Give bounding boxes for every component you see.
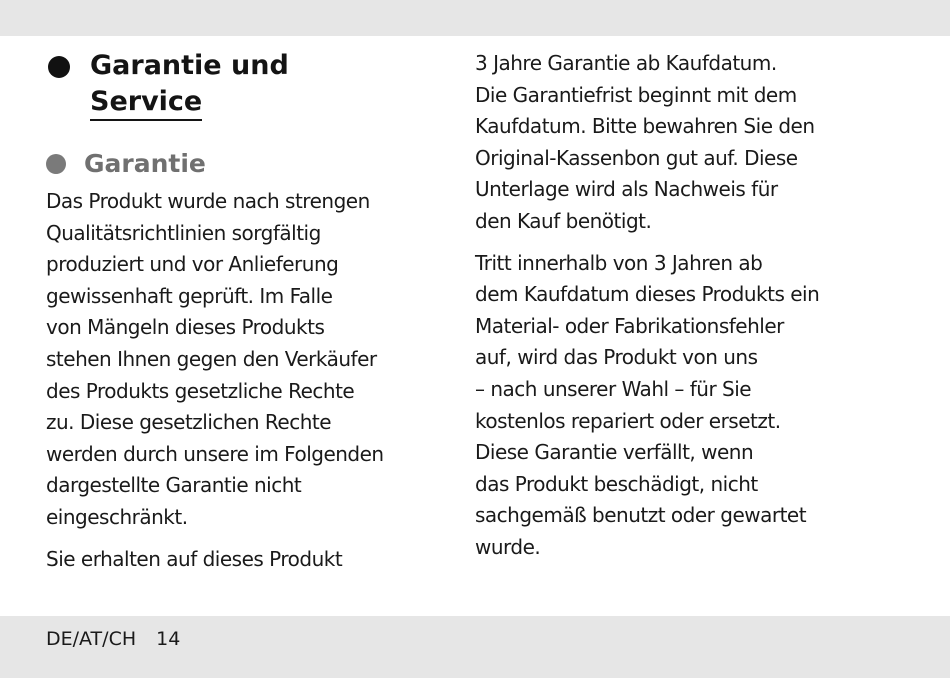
text-line: sachgemäß benutzt oder gewartet — [475, 503, 807, 528]
text-line: – nach unserer Wahl – für Sie — [475, 376, 752, 401]
text-line: dem Kaufdatum dieses Produkts ein — [475, 282, 820, 307]
heading-bullet-icon — [48, 56, 70, 78]
section-heading — [46, 48, 446, 120]
right-column — [475, 48, 895, 574]
page-title-line1: Garantie und — [90, 50, 289, 81]
text-line: Die Garantiefrist beginnt mit dem — [475, 82, 797, 107]
text-line: zu. Diese gesetzlichen Rechte — [46, 410, 332, 435]
text-line: Unterlage wird als Nachweis für — [475, 177, 778, 202]
text-line: gewissenhaft geprüft. Im Falle — [46, 283, 333, 308]
text-line: Kaufdatum. Bitte bewahren Sie den — [475, 114, 815, 139]
text-line: eingeschränkt. — [46, 504, 188, 529]
subsection-title: Garantie — [84, 149, 206, 178]
text-line: 3 Jahre Garantie ab Kaufdatum. — [475, 51, 777, 75]
text-line: des Produkts gesetzliche Rechte — [46, 378, 355, 403]
subheading-bullet-icon — [46, 154, 66, 174]
paragraph-right-1 — [475, 48, 895, 238]
text-line: den Kauf benötigt. — [475, 208, 652, 233]
text-line: Original-Kassenbon gut auf. Diese — [475, 145, 798, 170]
text-line: Material- oder Fabrikationsfehler — [475, 313, 784, 338]
text-line: dargestellte Garantie nicht — [46, 473, 302, 498]
paragraph-left-2 — [46, 544, 446, 576]
text-line: kostenlos repariert oder ersetzt. — [475, 408, 781, 433]
page-number: 14 — [156, 628, 181, 650]
paragraph-right-2 — [475, 248, 895, 564]
text-line: Tritt innerhalb von 3 Jahren ab — [475, 250, 763, 275]
left-column — [46, 48, 446, 585]
text-line: produziert und vor Anlieferung — [46, 252, 339, 277]
footer — [46, 626, 180, 652]
paragraph-left-1 — [46, 186, 446, 534]
text-line: stehen Ihnen gegen den Verkäufer — [46, 346, 377, 371]
subsection-heading — [46, 146, 446, 182]
text-line: Sie erhalten auf dieses Produkt — [46, 546, 343, 571]
page-title-line2: Service — [90, 86, 202, 121]
text-line: das Produkt beschädigt, nicht — [475, 471, 758, 496]
top-band — [0, 0, 950, 36]
text-line: Qualitätsrichtlinien sorgfältig — [46, 220, 321, 245]
text-line: werden durch unsere im Folgenden — [46, 441, 384, 466]
text-line: Diese Garantie verfällt, wenn — [475, 440, 754, 465]
text-line: von Mängeln dieses Produkts — [46, 315, 325, 340]
footer-locale: DE/AT/CH — [46, 628, 137, 650]
text-line: wurde. — [475, 534, 541, 559]
text-line: Das Produkt wurde nach strengen — [46, 189, 370, 213]
page-title — [90, 48, 289, 120]
text-line: auf, wird das Produkt von uns — [475, 345, 758, 370]
